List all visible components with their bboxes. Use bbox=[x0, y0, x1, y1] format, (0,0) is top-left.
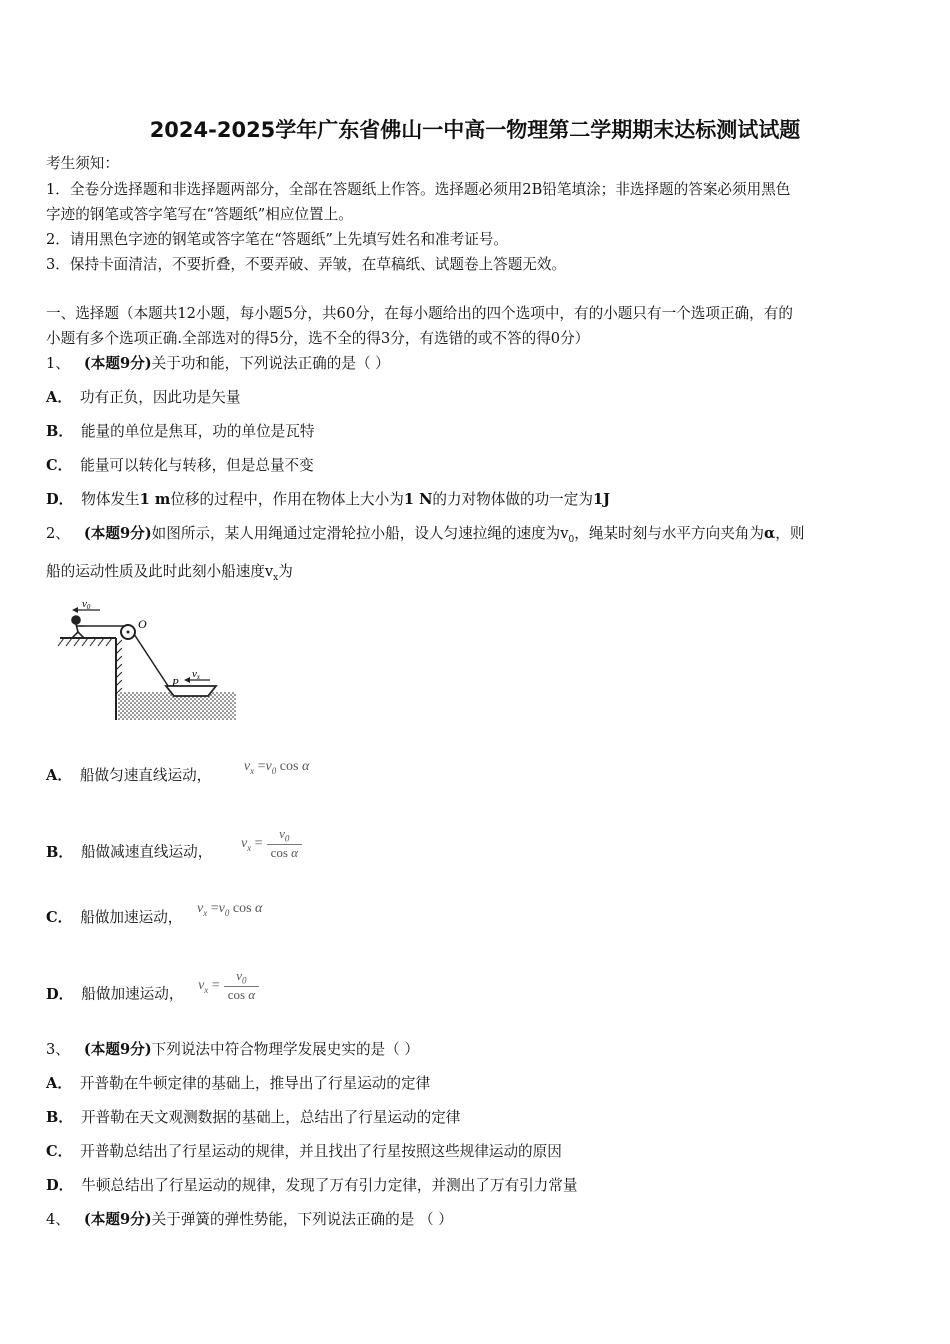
pulley-boat-diagram bbox=[56, 596, 240, 724]
option-text: 开普勒总结出了行星运动的规律，并且找出了行星按照这些规律运动的原因 bbox=[80, 1143, 562, 1160]
option-text: 船做加速运动， bbox=[80, 909, 183, 926]
option-label: A． bbox=[46, 389, 72, 406]
option-value: 1 N bbox=[403, 491, 433, 508]
page-title: 2024-2025学年广东省佛山一中高一物理第二学期期末达标测试试题 bbox=[149, 118, 801, 142]
notice-item-2: 2．请用黑色字迹的钢笔或答字笔在“答题纸”上先填写姓名和准考证号。 bbox=[46, 231, 509, 248]
section-heading-line1: 一、选择题（本题共12小题，每小题5分，共60分，在每小题给出的四个选项中，有的小题只有一个选项正确，有的 bbox=[46, 305, 793, 322]
question-4-stem bbox=[46, 1208, 453, 1229]
question-text: 下列说法中符合物理学发展史实的是（ ） bbox=[151, 1041, 419, 1058]
question-text: ，绳某时刻与水平方向夹角为 bbox=[574, 525, 764, 542]
formula-product: $v_x =v_0$ cos α bbox=[243, 759, 310, 776]
formula-fraction: $v_x$ = $\frac{v_0}{\text{cos α}}$ bbox=[241, 836, 302, 851]
subscript: 0 bbox=[568, 534, 575, 545]
option-text: 能量的单位是焦耳，功的单位是瓦特 bbox=[80, 423, 315, 440]
question-score-tag: (本题9分) bbox=[83, 1211, 152, 1228]
formula-product: $v_x =v_0$ cos α bbox=[197, 901, 263, 918]
question-number: 1、 bbox=[46, 355, 70, 372]
option-label: A． bbox=[46, 1075, 72, 1092]
option-label: D． bbox=[46, 985, 74, 1003]
option-label: B． bbox=[46, 1109, 73, 1126]
q1-option-c[interactable] bbox=[46, 454, 314, 475]
notice-item-3: 3．保持卡面清洁，不要折叠，不要弄破、弄皱，在草稿纸、试题卷上答题无效。 bbox=[46, 256, 567, 273]
question-number: 2、 bbox=[46, 525, 70, 542]
option-text: 船做匀速直线运动， bbox=[79, 767, 212, 784]
person-figure bbox=[72, 616, 84, 638]
option-text: 船做减速直线运动， bbox=[80, 843, 213, 861]
notice-heading: 考生须知： bbox=[46, 155, 119, 172]
q3-option-a[interactable] bbox=[46, 1072, 430, 1093]
vx-arrowhead bbox=[184, 677, 190, 683]
question-2-stem-line1 bbox=[46, 522, 804, 545]
option-text: 牛顿总结出了行星运动的规律，发现了万有引力定律，并测出了万有引力常量 bbox=[81, 1177, 578, 1194]
v0-label: v0 bbox=[82, 598, 91, 611]
formula-fraction: $v_x$ = $\frac{v_0}{\text{cos α}}$ bbox=[198, 978, 259, 993]
option-value: 1 m bbox=[139, 491, 171, 508]
q2-option-d[interactable] bbox=[46, 968, 259, 1013]
q3-option-d[interactable] bbox=[46, 1174, 577, 1195]
q1-option-a[interactable] bbox=[46, 386, 240, 407]
question-3-stem bbox=[46, 1038, 419, 1059]
q2-option-b[interactable] bbox=[46, 826, 302, 871]
option-label: A． bbox=[46, 767, 72, 784]
option-label: C． bbox=[46, 1143, 73, 1160]
q2-option-c[interactable] bbox=[46, 901, 263, 928]
option-label: D． bbox=[46, 491, 74, 508]
question-number: 3、 bbox=[46, 1041, 70, 1058]
pulley-axle bbox=[127, 631, 130, 634]
alpha-symbol: α bbox=[763, 525, 776, 542]
platform-hatching bbox=[58, 638, 112, 646]
vx-label: vx bbox=[192, 668, 200, 681]
option-value: 1J bbox=[592, 491, 611, 508]
notice-item-1: 1．全卷分选择题和非选择题两部分，全部在答题纸上作答。选择题必须用2B铅笔填涂；非选择题的答案必须用黑色 bbox=[46, 181, 791, 198]
v0-arrowhead bbox=[72, 607, 78, 613]
subscript: x bbox=[273, 572, 279, 583]
q1-option-b[interactable] bbox=[46, 420, 314, 441]
option-label: D． bbox=[46, 1177, 74, 1194]
option-text: 的力对物体做的功一定为 bbox=[432, 491, 593, 508]
q2-option-a[interactable] bbox=[46, 759, 310, 786]
question-score-tag: (本题9分) bbox=[83, 525, 152, 542]
question-text: 船的运动性质及此时此刻小船速度v bbox=[46, 563, 274, 580]
option-text: 开普勒在牛顿定律的基础上，推导出了行星运动的定律 bbox=[79, 1075, 431, 1092]
q3-option-c[interactable] bbox=[46, 1140, 562, 1161]
option-label: B． bbox=[46, 423, 73, 440]
question-text: 关于功和能，下列说法正确的是（ ） bbox=[151, 355, 390, 372]
question-1-stem bbox=[46, 352, 390, 373]
option-text: 开普勒在天文观测数据的基础上，总结出了行星运动的定律 bbox=[80, 1109, 461, 1126]
question-2-stem-line2 bbox=[46, 560, 293, 583]
question-score-tag: (本题9分) bbox=[83, 355, 152, 372]
question-number: 4、 bbox=[46, 1211, 70, 1228]
question-text: 如图所示，某人用绳通过定滑轮拉小船，设人匀速拉绳的速度为v bbox=[151, 525, 569, 542]
notice-item-1-cont: 字迹的钢笔或答字笔写在“答题纸”相应位置上。 bbox=[46, 206, 353, 223]
q1-option-d[interactable] bbox=[46, 488, 610, 509]
option-label: B． bbox=[46, 843, 73, 861]
q3-option-b[interactable] bbox=[46, 1106, 460, 1127]
question-text: ，则 bbox=[775, 525, 805, 542]
option-text: 能量可以转化与转移，但是总量不变 bbox=[80, 457, 314, 474]
option-text: 物体发生 bbox=[81, 491, 140, 508]
question-text: 为 bbox=[278, 563, 293, 580]
option-label: C． bbox=[46, 909, 73, 926]
option-text: 位移的过程中，作用在物体上大小为 bbox=[170, 491, 404, 508]
section-heading-line2: 小题有多个选项正确.全部选对的得5分，选不全的得3分，有选错的或不答的得0分） bbox=[46, 330, 590, 347]
boat-point-label: P bbox=[172, 677, 179, 689]
pulley-label: O bbox=[138, 617, 147, 631]
option-text: 船做加速运动， bbox=[81, 985, 184, 1003]
question-score-tag: (本题9分) bbox=[83, 1041, 152, 1058]
question-text: 关于弹簧的弹性势能，下列说法正确的是 （ ） bbox=[151, 1211, 453, 1228]
rope-slanted bbox=[134, 634, 172, 692]
option-label: C． bbox=[46, 457, 73, 474]
option-text: 功有正负，因此功是矢量 bbox=[79, 389, 241, 406]
